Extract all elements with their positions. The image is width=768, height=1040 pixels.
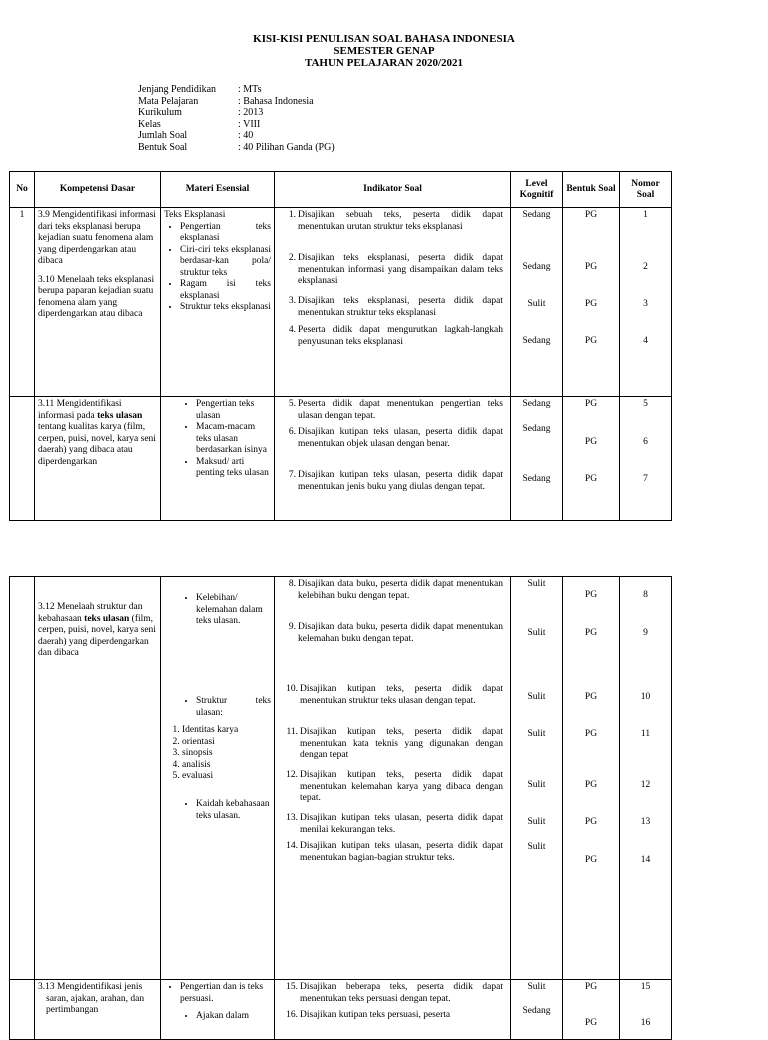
bentuk-value: PG: [584, 692, 598, 702]
meta-label: Kelas: [138, 118, 161, 130]
meta-label: Mata Pelajaran: [138, 95, 199, 107]
kd-item: 3.10 Menelaah teks eksplanasi berupa paparan kejadian suatu fenomena alam yang diperdengarkan atau dibaca: [38, 274, 155, 319]
list-item: 8. Disajikan data buku, peserta didik dapat menentukan kelebihan buku dengan tepat.: [288, 579, 503, 601]
bentuk-soal: [563, 980, 620, 1040]
level-value: Sedang: [522, 399, 551, 409]
list-item: 5. Peserta didik dapat menentukan pengertian teks ulasan dengan tepat.: [288, 399, 503, 421]
identity-block: [138, 84, 335, 153]
kompetensi-dasar: [35, 208, 161, 397]
struktur-list: [164, 725, 271, 783]
level-kognitif: [511, 577, 563, 980]
list-item: 6. Disajikan kutipan teks ulasan, peserta didik dapat menentukan objek ulasan dengan benar.: [288, 427, 503, 449]
table-row: [10, 980, 672, 1040]
nomor-value: 7: [643, 474, 648, 484]
level-kognitif: [511, 208, 563, 397]
materi-esensial: [161, 208, 275, 397]
table-row: [10, 208, 672, 397]
list-item: 14. Disajikan kutipan teks ulasan, peserta didik dapat menentukan bagian-bagian struktur teks.: [286, 841, 503, 863]
list-item: 4. analisis: [182, 760, 271, 772]
bentuk-value: PG: [584, 1018, 598, 1028]
nomor-value: 6: [643, 437, 648, 447]
nomor-value: 4: [643, 336, 648, 346]
bentuk-value: PG: [584, 210, 598, 220]
row-number: [10, 397, 35, 521]
bentuk-value: PG: [584, 474, 598, 484]
list-item: • Struktur teks ulasan:: [196, 696, 271, 719]
bentuk-value: PG: [584, 437, 598, 447]
nomor-value: 2: [643, 262, 648, 272]
meta-label: Jumlah Soal: [138, 130, 188, 141]
materi-list: [164, 399, 271, 480]
bentuk-value: PG: [584, 628, 598, 638]
list-item: • Pengertian dan is teks persuasi.: [180, 982, 271, 1005]
table-header-row: [10, 172, 672, 208]
row-number: [10, 577, 35, 980]
kompetensi-dasar: 3.13 Mengidentifikasi jenis saran, ajakan, arahan, dan pertimbangan: [35, 980, 161, 1040]
list-item: 2. Disajikan teks eksplanasi, peserta didik dapat menentukan informasi yang disampaikan dalam teks eksplanasi: [288, 253, 503, 286]
meta-value: : VIII: [238, 118, 261, 130]
level-value: Sulit: [527, 729, 546, 739]
list-item: 3. Disajikan teks eksplanasi, peserta didik dapat menentukan struktur teks eksplanasi: [288, 296, 503, 318]
document-year: TAHUN PELAJARAN 2020/2021: [304, 57, 464, 69]
document-title: KISI-KISI PENULISAN SOAL BAHASA INDONESIA: [253, 33, 515, 45]
nomor-value: 3: [643, 299, 648, 309]
nomor-value: 13: [640, 817, 651, 827]
list-item: 3. sinopsis: [182, 748, 271, 760]
nomor-value: 8: [643, 590, 648, 600]
kompetensi-dasar: 3.11 Mengidentifikasi informasi pada teks ulasan tentang kualitas karya (film, cerpen, puisi, novel, karya seni daerah) yang dibaca atau diperdengarkan: [35, 397, 161, 521]
meta-value: : 2013: [238, 107, 264, 118]
level-kognitif: [511, 980, 563, 1040]
materi-list: [164, 982, 271, 1023]
bentuk-value: PG: [584, 817, 598, 827]
list-item: 16. Disajikan kutipan teks persuasi, peserta: [286, 1010, 451, 1020]
meta-row: [138, 119, 335, 131]
grid-table-part-2: [9, 576, 672, 1040]
nomor-value: 11: [640, 729, 651, 739]
col-header-indikator: Indikator Soal: [275, 172, 511, 208]
list-item: • Ajakan dalam: [196, 1011, 271, 1023]
list-item: 9. Disajikan data buku, peserta didik dapat menentukan kelemahan buku dengan tepat.: [288, 622, 503, 644]
document-semester: SEMESTER GENAP: [333, 45, 435, 57]
nomor-soal: [620, 208, 672, 397]
list-item: • Kelebihan/ kelemahan dalam teks ulasan.: [196, 593, 271, 628]
list-item: • Ciri-ciri teks eksplanasi berdasar-kan pola/ struktur teks: [180, 245, 271, 280]
meta-value: : MTs: [238, 84, 262, 95]
level-value: Sedang: [522, 210, 551, 220]
bentuk-value: PG: [584, 855, 598, 865]
bentuk-value: PG: [584, 299, 598, 309]
nomor-value: 10: [640, 692, 651, 702]
bentuk-soal: [563, 577, 620, 980]
meta-label: Bentuk Soal: [138, 141, 188, 153]
materi-list: [164, 696, 271, 719]
list-item: • Pengertian teks ulasan: [196, 399, 271, 422]
kd-item: 3.9 Mengidentifikasi informasi dari teks eksplanasi berupa kejadian suatu fenomena alam yang diperdengarkan atau dibaca: [38, 210, 156, 266]
meta-label: Kurikulum: [138, 107, 182, 118]
list-item: 4. Peserta didik dapat mengurutkan lagkah-langkah penyusunan teks eksplanasi: [288, 325, 503, 347]
nomor-value: 9: [643, 628, 648, 638]
bentuk-value: PG: [584, 262, 598, 272]
grid-table-part-1: [9, 171, 672, 521]
level-value: Sedang: [522, 424, 551, 434]
nomor-value: 16: [640, 1018, 651, 1028]
meta-row: [138, 96, 335, 108]
list-item: 5. evaluasi: [182, 771, 271, 783]
list-item: • Maksud/ arti penting teks ulasan: [196, 457, 271, 480]
bentuk-value: PG: [584, 590, 598, 600]
level-value: Sulit: [527, 299, 546, 309]
bentuk-value: PG: [584, 399, 598, 409]
nomor-value: 12: [640, 780, 651, 790]
level-value: Sulit: [527, 628, 546, 638]
level-value: Sulit: [527, 579, 546, 589]
level-value: Sedang: [522, 1006, 551, 1016]
indikator-soal: [275, 577, 511, 980]
list-item: • Struktur teks eksplanasi: [180, 302, 271, 314]
nomor-soal: [620, 397, 672, 521]
bentuk-value: PG: [584, 729, 598, 739]
materi-esensial: [161, 980, 275, 1040]
table-row: [10, 397, 672, 521]
meta-value: : Bahasa Indonesia: [238, 95, 314, 107]
list-item: 7. Disajikan kutipan teks ulasan, peserta didik dapat menentukan jenis buku yang diulas dengan tepat.: [288, 470, 503, 492]
materi-title: Teks Eksplanasi: [164, 210, 226, 220]
bentuk-soal: [563, 397, 620, 521]
list-item: 1. Identitas karya: [182, 725, 271, 737]
list-item: • Ragam isi teks eksplanasi: [180, 279, 271, 302]
list-item: 13. Disajikan kutipan teks ulasan, peserta didik dapat menilai kekurangan teks.: [286, 813, 503, 835]
meta-value: : 40: [238, 130, 254, 141]
row-number: 1: [10, 208, 35, 397]
level-value: Sedang: [522, 336, 551, 346]
list-item: • Macam-macam teks ulasan berdasarkan isinya: [196, 422, 271, 457]
indikator-soal: [275, 980, 511, 1040]
bentuk-value: PG: [584, 982, 598, 992]
level-value: Sulit: [527, 842, 546, 852]
col-header-nomor: Nomor Soal: [620, 172, 672, 208]
nomor-soal: [620, 577, 672, 980]
list-item: 12. Disajikan kutipan teks, peserta didik dapat menentukan kelemahan karya yang dibaca dengan tepat.: [286, 770, 503, 803]
list-item: 2. orientasi: [182, 737, 271, 749]
level-value: Sulit: [527, 982, 546, 992]
nomor-value: 5: [643, 399, 648, 409]
level-value: Sedang: [522, 262, 551, 272]
col-header-bentuk: Bentuk Soal: [563, 172, 620, 208]
indikator-soal: [275, 208, 511, 397]
level-value: Sulit: [527, 780, 546, 790]
level-value: Sedang: [522, 474, 551, 484]
bentuk-value: PG: [584, 336, 598, 346]
meta-row: [138, 130, 335, 142]
table-row: [10, 577, 672, 980]
list-item: 11. Disajikan kutipan teks, peserta didik dapat menentukan kata teknis yang digunakan dengan dengan tepat: [286, 727, 503, 760]
meta-label: Jenjang Pendidikan: [138, 84, 217, 95]
indikator-soal: [275, 397, 511, 521]
materi-esensial: [161, 577, 275, 980]
materi-list: [164, 799, 271, 822]
list-item: 1. Disajikan sebuah teks, peserta didik dapat menentukan urutan struktur teks eksplanasi: [288, 210, 503, 232]
meta-row: [138, 84, 335, 96]
col-header-kd: Kompetensi Dasar: [35, 172, 161, 208]
bentuk-soal: [563, 208, 620, 397]
level-value: Sulit: [527, 817, 546, 827]
bentuk-value: PG: [584, 780, 598, 790]
row-number: [10, 980, 35, 1040]
col-header-materi: Materi Esensial: [161, 172, 275, 208]
meta-row: [138, 142, 335, 154]
col-header-level: Level Kognitif: [511, 172, 563, 208]
materi-list: [164, 593, 271, 628]
col-header-no: No: [10, 172, 35, 208]
level-kognitif: [511, 397, 563, 521]
nomor-value: 15: [640, 982, 651, 992]
list-item: 15. Disajikan beberapa teks, peserta didik dapat menentukan teks persuasi dengan tepat.: [286, 982, 503, 1004]
materi-esensial: [161, 397, 275, 521]
level-value: Sulit: [527, 692, 546, 702]
materi-list: [164, 222, 271, 314]
nomor-soal: [620, 980, 672, 1040]
list-item: 10. Disajikan kutipan teks, peserta didik dapat menentukan struktur teks ulasan dengan tepat.: [286, 684, 503, 706]
kompetensi-dasar: 3.12 Menelaah struktur dan kebahasaan teks ulasan (film, cerpen, puisi, novel, karya seni daerah) yang diperdengarkan dan dibaca: [35, 577, 161, 980]
nomor-value: 14: [640, 855, 651, 865]
list-item: • Pengertian teks eksplanasi: [180, 222, 271, 245]
meta-row: [138, 107, 335, 119]
meta-value: : 40 Pilihan Ganda (PG): [238, 141, 335, 153]
nomor-value: 1: [643, 210, 648, 220]
list-item: • Kaidah kebahasaan teks ulasan.: [196, 799, 271, 822]
